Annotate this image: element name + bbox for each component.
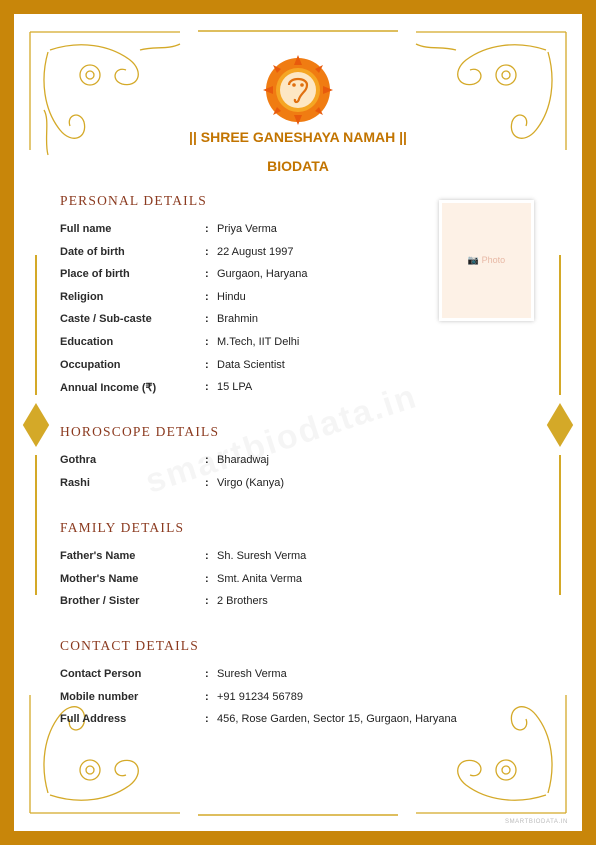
detail-colon: : — [205, 313, 209, 326]
detail-value: 2 Brothers — [217, 595, 268, 608]
detail-value: Smt. Anita Verma — [217, 572, 302, 585]
detail-colon: : — [205, 595, 209, 608]
section-title-contact: CONTACT DETAILS — [60, 638, 199, 653]
detail-value: Gurgaon, Haryana — [217, 268, 308, 281]
detail-value: Bharadwaj — [217, 454, 269, 466]
detail-label: Contact Person — [60, 668, 142, 680]
section-title-personal: PERSONAL DETAILS — [60, 193, 207, 208]
detail-value: 22 August 1997 — [217, 245, 294, 258]
corner-ornament-bottom-left — [20, 685, 190, 825]
section-title-horoscope: HOROSCOPE DETAILS — [60, 424, 220, 439]
detail-value: Hindu — [217, 290, 246, 303]
detail-label: Caste / Sub-caste — [60, 313, 152, 326]
detail-label: Education — [60, 336, 114, 348]
detail-label: Gothra — [60, 454, 97, 466]
detail-label: Mobile number — [60, 690, 139, 703]
detail-label: Occupation — [60, 358, 121, 371]
detail-label: Full name — [60, 223, 112, 235]
detail-colon: : — [205, 476, 209, 489]
detail-value: M.Tech, IIT Delhi — [217, 336, 300, 348]
detail-colon: : — [205, 336, 209, 348]
camera-icon: 📷 Photo — [467, 255, 506, 265]
detail-colon: : — [205, 572, 209, 585]
detail-value: Suresh Verma — [217, 668, 287, 680]
detail-label: Rashi — [60, 476, 90, 489]
section-title-family: FAMILY DETAILS — [60, 520, 185, 535]
detail-value: 456, Rose Garden, Sector 15, Gurgaon, Haryana — [217, 713, 457, 726]
corner-ornament-bottom-right — [406, 685, 576, 825]
detail-colon: : — [205, 268, 209, 281]
detail-label: Annual Income (₹) — [60, 382, 157, 395]
detail-label: Religion — [60, 290, 104, 303]
mantra-heading: || SHREE GANESHAYA NAMAH || — [189, 129, 407, 145]
photo-placeholder[interactable] — [439, 200, 534, 321]
top-divider-line — [190, 28, 406, 34]
detail-value: Data Scientist — [217, 358, 285, 371]
detail-colon: : — [205, 381, 209, 394]
ganesha-icon — [263, 55, 333, 125]
detail-value: +91 91234 56789 — [217, 690, 303, 703]
detail-value: Priya Verma — [217, 223, 277, 235]
detail-label: Full Address — [60, 713, 127, 726]
detail-colon: : — [205, 290, 209, 303]
detail-value: Sh. Suresh Verma — [217, 550, 307, 562]
bottom-divider-line — [190, 812, 406, 818]
detail-colon: : — [205, 223, 209, 235]
detail-colon: : — [205, 245, 209, 258]
detail-colon: : — [205, 713, 209, 726]
detail-colon: : — [205, 668, 209, 680]
detail-label: Place of birth — [60, 268, 130, 281]
detail-label: Father's Name — [60, 550, 136, 562]
detail-label: Brother / Sister — [60, 595, 140, 608]
side-ornament-right — [546, 255, 574, 595]
detail-value: Virgo (Kanya) — [217, 476, 285, 489]
footer-watermark: SMARTBIODATA.IN — [504, 819, 568, 825]
detail-colon: : — [205, 358, 209, 371]
detail-label: Mother's Name — [60, 572, 139, 585]
detail-value: Brahmin — [217, 313, 258, 326]
detail-value: 15 LPA — [217, 381, 253, 394]
detail-colon: : — [205, 690, 209, 703]
detail-colon: : — [205, 454, 209, 466]
detail-colon: : — [205, 550, 209, 562]
detail-label: Date of birth — [60, 245, 125, 258]
side-ornament-left — [22, 255, 50, 595]
biodata-title: BIODATA — [267, 158, 329, 174]
